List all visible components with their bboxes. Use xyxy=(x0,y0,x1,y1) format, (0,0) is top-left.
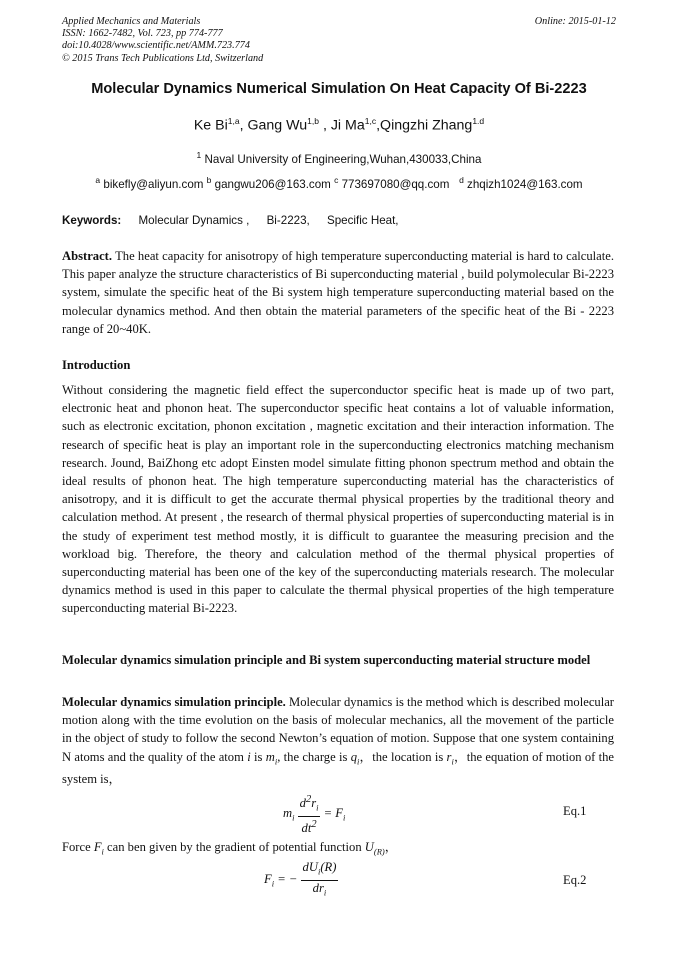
paragraph-text: , the charge is xyxy=(277,749,351,764)
online-date: Online: 2015-01-12 xyxy=(534,16,616,27)
author-name: Ji Ma xyxy=(330,117,365,134)
eq-var: m xyxy=(283,805,293,820)
eq-var: dt xyxy=(301,820,312,835)
doi-line: doi:10.4028/www.scientific.net/AMM.723.774 xyxy=(62,40,250,52)
eq-var: dU xyxy=(302,860,318,874)
abstract-label: Abstract. xyxy=(62,249,113,263)
eq-operator: = xyxy=(320,805,336,820)
eq-operator: = − xyxy=(274,871,298,886)
email-list xyxy=(0,175,678,191)
eq-sub: i xyxy=(292,812,295,823)
eq-sub: i xyxy=(271,878,275,889)
math-sub: i xyxy=(356,756,360,767)
affiliation-text: Naval University of Engineering,Wuhan,430033,China xyxy=(204,152,482,166)
author-sup: 1.d xyxy=(472,116,485,126)
author-name: Qingzhi Zhang xyxy=(380,117,473,134)
principle-subheading: Molecular dynamics simulation principle. xyxy=(62,695,286,709)
math-sub: i xyxy=(274,756,278,767)
paper-title: Molecular Dynamics Numerical Simulation On Heat Capacity Of Bi-2223 xyxy=(91,81,587,97)
keyword-item: Molecular Dynamics , xyxy=(138,214,250,227)
force-sentence xyxy=(62,836,397,857)
journal-name: Applied Mechanics and Materials xyxy=(62,16,201,27)
author-sep: , xyxy=(319,117,331,134)
author-sep: , xyxy=(376,117,381,134)
math-var: q xyxy=(350,749,357,764)
author-name: Ke Bi xyxy=(193,117,228,134)
equation-1 xyxy=(283,792,345,836)
eq-denominator xyxy=(301,881,339,901)
equation-1-label: Eq.1 xyxy=(563,804,587,818)
introduction-heading: Introduction xyxy=(62,358,131,372)
eq-var: d xyxy=(299,796,306,811)
email-link[interactable]: zhqizh1024@163.com xyxy=(467,177,583,191)
math-sub: (R) xyxy=(373,846,385,857)
principle-paragraph xyxy=(62,693,614,789)
paragraph-text: can ben given by the gradient of potential function xyxy=(103,840,365,854)
math-sub: i xyxy=(451,756,454,767)
eq-sup: 2 xyxy=(305,794,312,805)
abstract-text: The heat capacity for anisotropy of high temperature superconducting material is hard to calculate. This paper analyze the structure characteristics of Bi superconducting material , build polymolecular Bi-2223 system, simulate the specific heat of the Bi system high temperature superconducting material based on the molecular dynamics method. And then obtain the material parameters of the specific heat of the Bi - 2223 range of 20~40K. xyxy=(62,249,615,336)
keyword-item: Specific Heat, xyxy=(327,214,399,227)
eq-sub: i xyxy=(342,812,346,823)
introduction-text: Without considering the magnetic field effect the superconductor specific heat is made up of two part, electronic heat and phonon heat. The superconductor specific heat contains a lot of valuable information, such as electronic excitation, phonon excitation , magnetic excitation and their interaction information. The research of specific heat is play an important role in the superconducting electronics matching mechanism research. Jound, BaiZhong etc adopt Einsten model simulate fitting phonon spectrum method and obtain the ideal results of phonon heat. The high temperature superconducting material has the characteristics of anisotropy, and it is difficult to get the accurate thermal physical properties by the traditional theory and calculation method. At present , the research of thermal physical properties of superconducting material is in the study of experiment test method mostly, it is difficult to guarantee the measuring precision and the workload big. Therefore, the theory and calculation method of the thermal physical properties of superconducting material has been one of the key of the superconducting materials research. The molecular dynamics method is used in this paper to calculate the thermal physical properties of the high temperature superconducting material Bi-2223. xyxy=(62,383,614,616)
author-sep: , xyxy=(239,117,248,134)
affiliation xyxy=(0,150,678,166)
keyword-item: Bi-2223, xyxy=(266,214,310,227)
eq-var: dr xyxy=(312,880,324,895)
author-name: Gang Wu xyxy=(247,117,308,134)
journal-header xyxy=(62,16,263,65)
email-sup: b xyxy=(206,175,212,185)
math-var: m xyxy=(265,749,275,764)
paragraph-text: Molecular dynamics is the method which is described molecular motion along with the time evolution on the basis of molecular mechanics, all the movement of the particle in the object of study to follow the second Newton’s equation of motion. Suppose that one system containing N atoms and the quality of the atom xyxy=(62,695,614,764)
author-sup: 1,a xyxy=(227,116,240,126)
eq-var: r xyxy=(311,796,317,811)
eq-fraction xyxy=(298,792,321,836)
paragraph-text: is xyxy=(250,749,266,764)
email-sup: a xyxy=(95,175,101,185)
eq-numerator xyxy=(301,860,339,881)
math-sub: i xyxy=(101,846,104,857)
math-var: F xyxy=(93,840,102,854)
email-link[interactable]: gangwu206@163.com xyxy=(214,177,331,191)
email-link[interactable]: 773697080@qq.com xyxy=(341,177,450,191)
copyright-line: © 2015 Trans Tech Publications Ltd, Switzerland xyxy=(62,52,264,64)
section-heading: Molecular dynamics simulation principle and Bi system superconducting material structure model xyxy=(62,653,591,667)
eq-numerator xyxy=(298,792,321,817)
eq-fraction xyxy=(301,860,339,900)
equation-2 xyxy=(264,860,338,900)
eq-denominator xyxy=(298,817,321,836)
email-link[interactable]: bikefly@aliyun.com xyxy=(103,177,204,191)
equation-2-label: Eq.2 xyxy=(563,873,587,887)
eq-sub: i xyxy=(323,887,327,898)
paragraph-text: Force xyxy=(62,840,94,854)
keywords xyxy=(62,214,399,227)
paragraph-text: ，the equation of motion of the system is， xyxy=(62,749,615,787)
eq-sup: 2 xyxy=(311,818,317,830)
author-sup: 1,c xyxy=(364,116,377,126)
math-var: U xyxy=(364,840,374,854)
eq-var: F xyxy=(264,871,272,886)
paragraph-text: ，the location is xyxy=(359,749,447,764)
eq-var: F xyxy=(335,805,343,820)
affiliation-sup: 1 xyxy=(196,150,202,160)
keywords-label: Keywords: xyxy=(62,214,122,227)
email-sup: d xyxy=(459,175,464,185)
paragraph-text: ， xyxy=(384,840,398,854)
author-list xyxy=(0,116,678,134)
author-sup: 1,b xyxy=(307,116,319,126)
eq-sub: i xyxy=(317,866,321,877)
email-sup: c xyxy=(334,175,339,185)
math-var: r xyxy=(446,749,452,764)
abstract xyxy=(62,247,614,338)
math-var: i xyxy=(247,749,251,764)
eq-var: (R) xyxy=(320,860,337,874)
issn-line: ISSN: 1662-7482, Vol. 723, pp 774-777 xyxy=(62,28,223,40)
eq-sub: i xyxy=(316,802,319,813)
